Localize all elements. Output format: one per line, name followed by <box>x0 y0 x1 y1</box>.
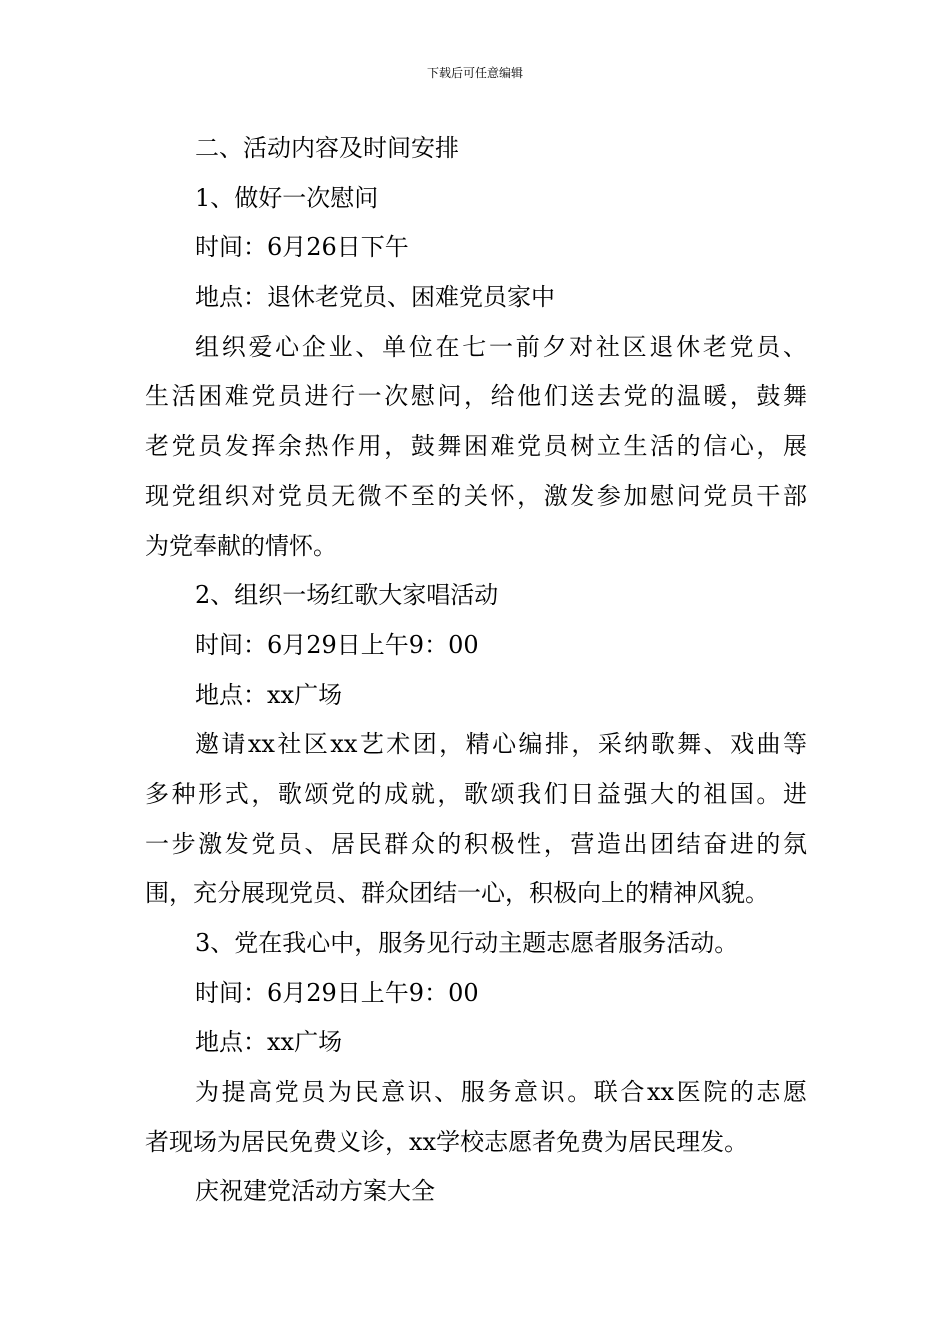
location-line: 地点：退休老党员、困难党员家中 <box>195 283 555 312</box>
page-header: 下载后可任意编辑 <box>426 66 523 80</box>
location-line: 地点：xx广场 <box>195 1028 343 1057</box>
paragraph-line: 生活困难党员进行一次慰问，给他们送去党的温暖，鼓舞 <box>145 382 807 411</box>
paragraph-line: 邀请xx社区xx艺术团，精心编排，采纳歌舞、戏曲等 <box>195 730 807 759</box>
document-body <box>145 124 807 1217</box>
section-heading: 二、活动内容及时间安排 <box>195 134 459 162</box>
paragraph-line: 为党奉献的情怀。 <box>145 531 337 560</box>
location-line: 地点：xx广场 <box>195 680 343 709</box>
paragraph-line: 老党员发挥余热作用，鼓舞困难党员树立生活的信心，展 <box>145 432 807 461</box>
paragraph-line: 组织爱心企业、单位在七一前夕对社区退休老党员、 <box>195 332 807 361</box>
time-line: 时间：6月29日上午9：00 <box>195 630 479 659</box>
item-heading: 1、做好一次慰问 <box>195 183 379 212</box>
paragraph-line: 为提高党员为民意识、服务意识。联合xx医院的志愿 <box>195 1078 807 1107</box>
paragraph-line: 多种形式，歌颂党的成就，歌颂我们日益强大的祖国。进 <box>145 779 807 808</box>
item-heading: 3、党在我心中，服务见行动主题志愿者服务活动。 <box>195 929 739 957</box>
paragraph-line: 者现场为居民免费义诊，xx学校志愿者免费为居民理发。 <box>145 1127 749 1156</box>
time-line: 时间：6月26日下午 <box>195 233 409 262</box>
paragraph-line: 围，充分展现党员、群众团结一心，积极向上的精神风貌。 <box>145 879 769 908</box>
paragraph-line: 一步激发党员、居民群众的积极性，营造出团结奋进的氛 <box>145 829 807 858</box>
paragraph-line: 现党组织对党员无微不至的关怀，激发参加慰问党员干部 <box>145 481 807 510</box>
time-line: 时间：6月29日上午9：00 <box>195 978 479 1007</box>
item-heading: 2、组织一场红歌大家唱活动 <box>195 581 499 610</box>
document-title-line: 庆祝建党活动方案大全 <box>195 1177 435 1206</box>
